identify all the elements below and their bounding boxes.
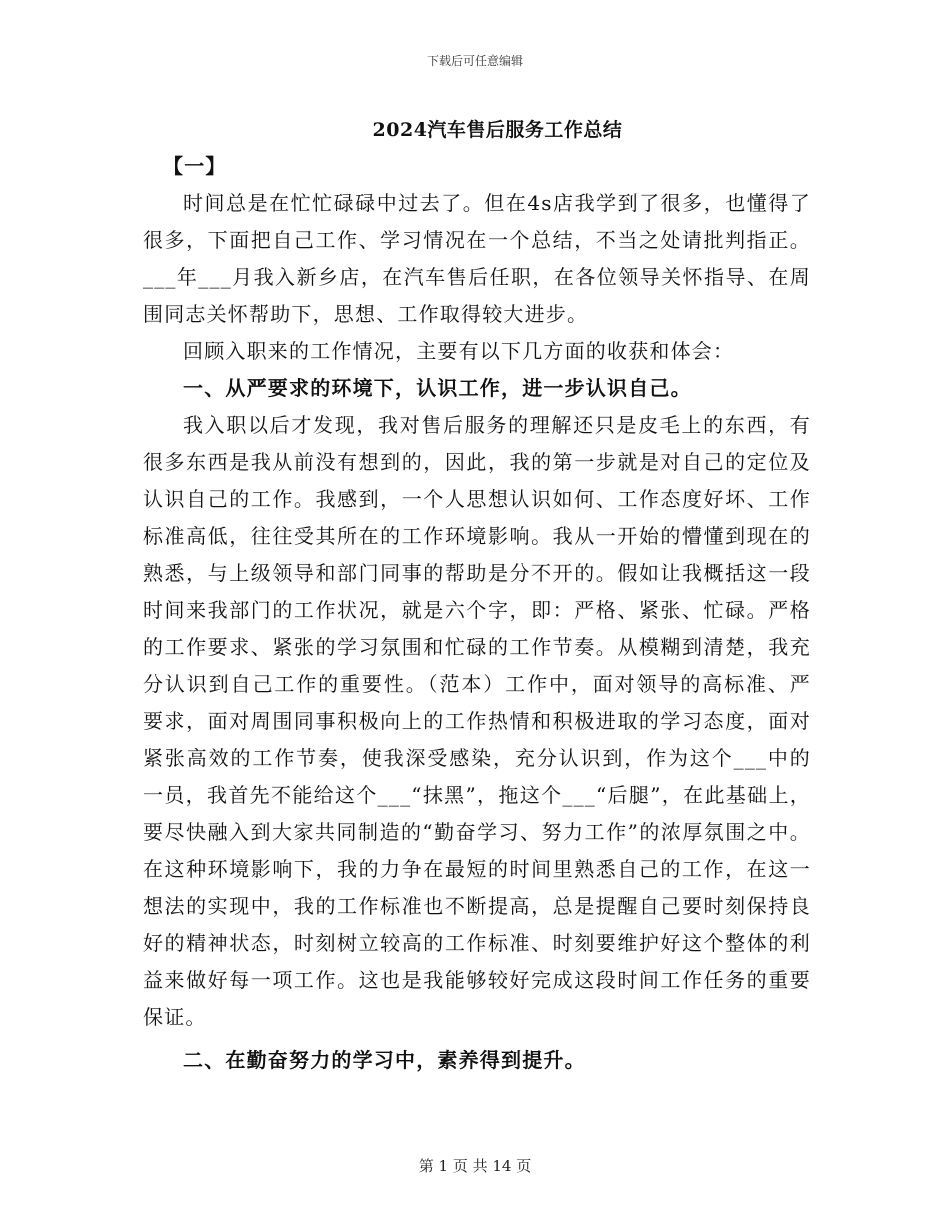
- document-body: [143, 148, 811, 1079]
- section-mark: 【一】: [163, 154, 227, 178]
- header-note: 下载后可任意编辑: [426, 54, 523, 68]
- page-number: 第 1 页 共 14 页: [418, 1157, 532, 1175]
- heading-section-1: 一、从严要求的环境下，认识工作，进一步认识自己。: [183, 376, 692, 400]
- paragraph-review: 回顾入职来的工作情况，主要有以下几方面的收获和体会：: [183, 339, 735, 363]
- paragraph-intro: 时间总是在忙忙碌碌中过去了。但在4s店我学到了很多，也懂得了很多，下面把自己工作、学习情况在一个总结，不当之处请批判指正。___年___月我入新乡店，在汽车售后任职，在各位领导关怀指导、在周围同志关怀帮助下，思想、工作取得较大进步。: [143, 191, 811, 326]
- heading-section-2: 二、在勤奋努力的学习中，素养得到提升。: [183, 1048, 586, 1072]
- document-title: 2024汽车售后服务工作总结: [372, 119, 623, 141]
- paragraph-section-1-body: 我入职以后才发现，我对售后服务的理解还只是皮毛上的东西，有很多东西是我从前没有想到的，因此，我的第一步就是对自己的定位及认识自己的工作。我感到，一个人思想认识如何、工作态度好坏、工作标准高低，往往受其所在的工作环境影响。我从一开始的懵懂到现在的熟悉，与上级领导和部门同事的帮助是分不开的。假如让我概括这一段时间来我部门的工作状况，就是六个字，即：严格、紧张、忙碌。严格的工作要求、紧张的学习氛围和忙碌的工作节奏。从模糊到清楚，我充分认识到自己工作的重要性。（范本）工作中，面对领导的高标准、严要求，面对周围同事积极向上的工作热情和积极进取的学习态度，面对紧张高效的工作节奏，使我深受感染，充分认识到，作为这个___中的一员，我首先不能给这个___“抹黑”，拖这个___“后腿”，在此基础上，要尽快融入到大家共同制造的“勤奋学习、努力工作”的浓厚氛围之中。在这种环境影响下，我的力争在最短的时间里熟悉自己的工作，在这一想法的实现中，我的工作标准也不断提高，总是提醒自己要时刻保持良好的精神状态，时刻树立较高的工作标准、时刻要维护好这个整体的利益来做好每一项工作。这也是我能够较好完成这段时间工作任务的重要保证。: [143, 413, 811, 1029]
